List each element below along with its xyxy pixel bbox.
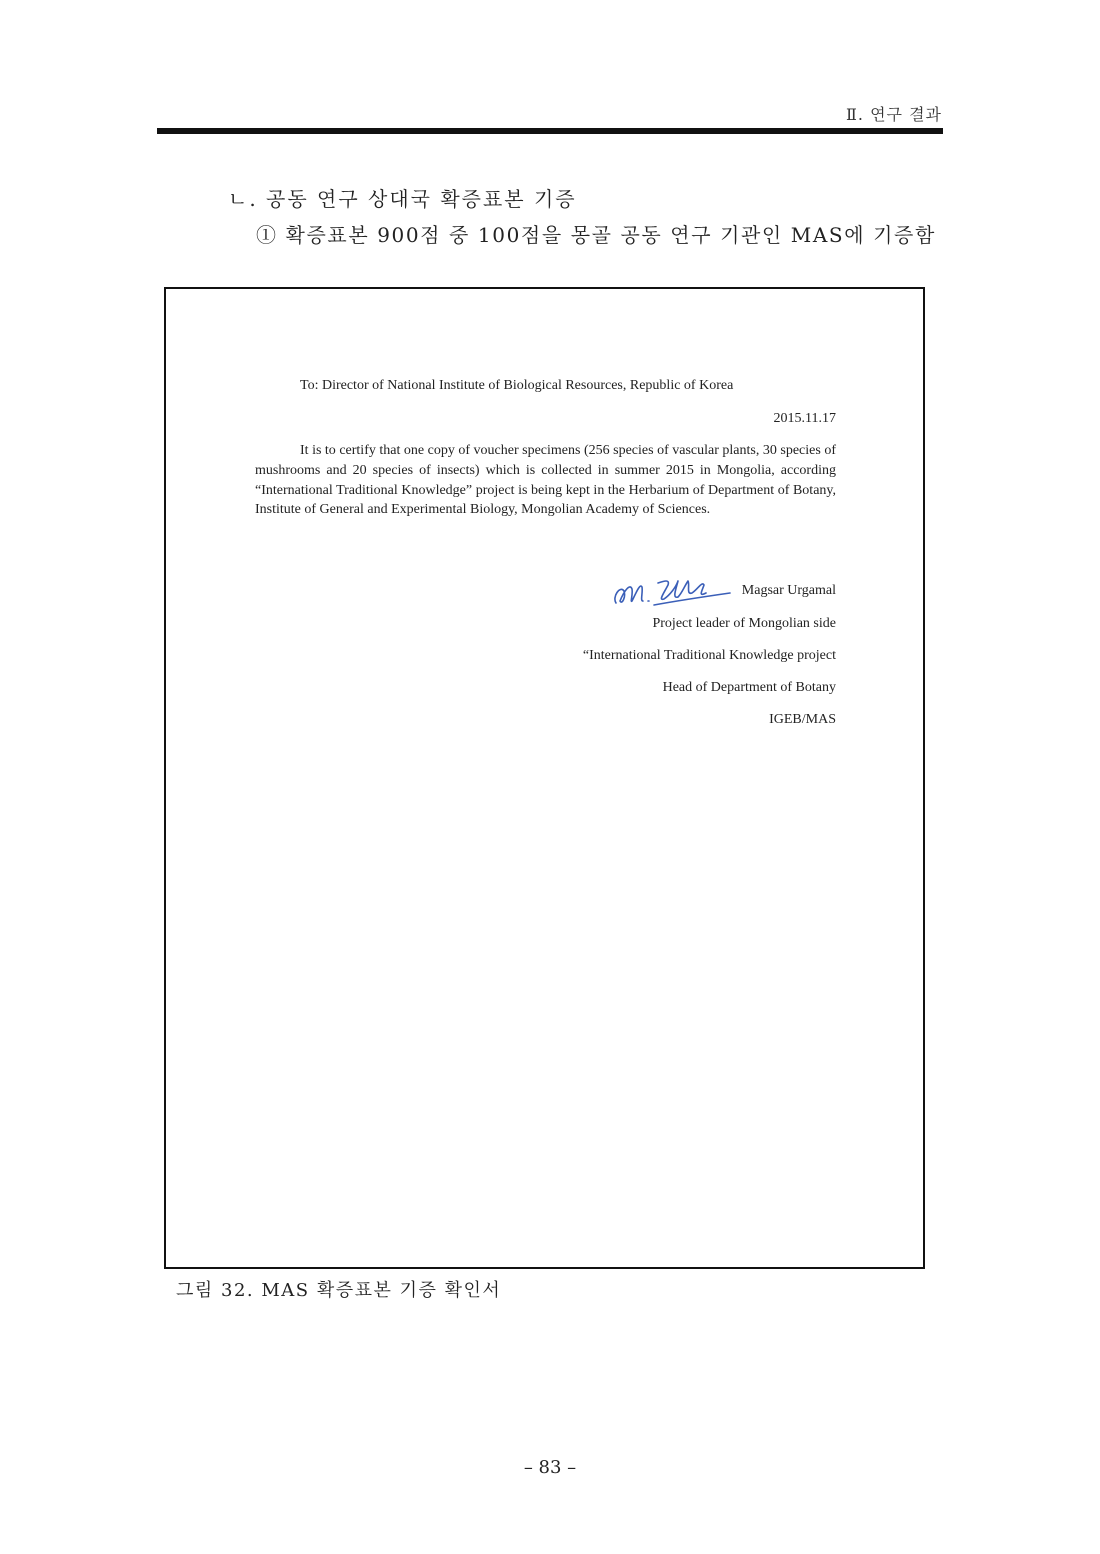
signature-row — [606, 571, 836, 611]
section-heading: ㄴ. 공동 연구 상대국 확증표본 기증 — [228, 187, 577, 211]
section-item: ① 확증표본 900점 중 100점을 몽골 공동 연구 기관인 MAS에 기증함 — [256, 223, 936, 247]
page-number: – 83 – — [523, 1457, 577, 1478]
signature-icon — [606, 571, 736, 611]
letter-date: 2015.11.17 — [773, 411, 836, 426]
signer-name: Magsar Urgamal — [741, 583, 836, 598]
letter-recipient: To: Director of National Institute of Biological Resources, Republic of Korea — [300, 378, 734, 393]
signer-title-1: Project leader of Mongolian side — [652, 616, 836, 631]
signer-title-2: “International Traditional Knowledge project — [582, 648, 836, 663]
letter-body: It is to certify that one copy of voucher specimens (256 species of vascular plants, 30 species of mushrooms and 20 species of insects) which is collected in summer 2015 in Mongolia, according “International Traditional Knowledge” project is being kept in the Herbarium of Department of Botany, Institute of General and Experimental Biology, Mongolian Academy of Sciences. — [255, 443, 836, 518]
header-chapter: Ⅱ. 연구 결과 — [846, 105, 942, 124]
signer-title-4: IGEB/MAS — [769, 712, 836, 727]
signer-title-3: Head of Department of Botany — [662, 680, 836, 695]
header-rule — [157, 128, 943, 134]
figure-frame — [164, 287, 925, 1269]
figure-caption: 그림 32. MAS 확증표본 기증 확인서 — [176, 1280, 502, 1301]
certificate-letter — [166, 289, 923, 1267]
